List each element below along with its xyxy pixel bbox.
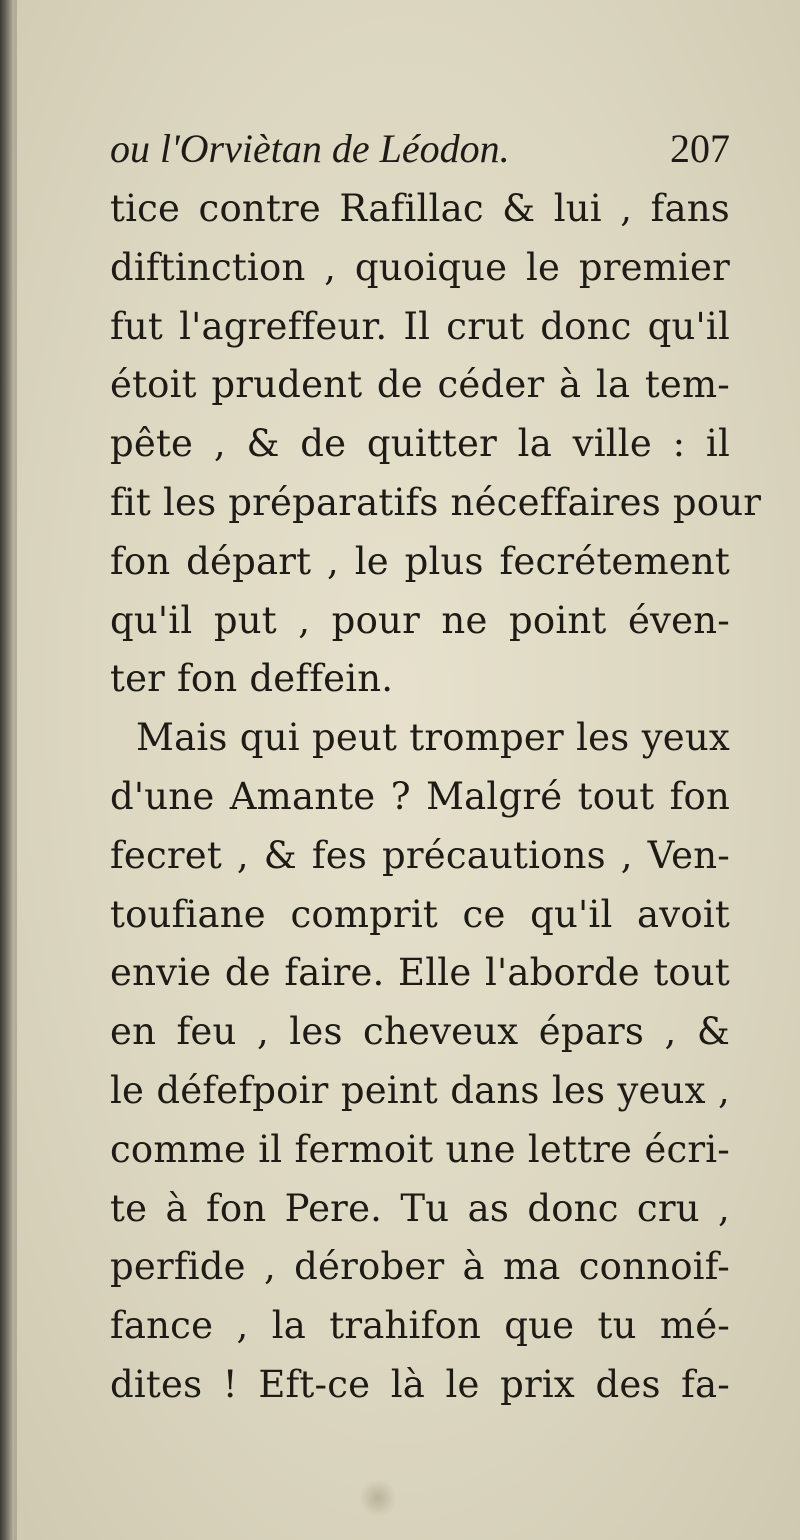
text-line: comme il fermoit une lettre écri- (110, 1127, 730, 1171)
text-line: fit les préparatifs néceffaires pour (110, 480, 762, 524)
text-line: d'une Amante ? Malgré tout fon (110, 774, 730, 818)
running-head-title: ou l'Orviètan de Léodon. (110, 126, 510, 171)
text-line: diftinction , quoique le premier (110, 245, 730, 289)
text-line: Mais qui peut tromper les yeux (136, 716, 730, 760)
text-line: envie de faire. Elle l'aborde tout (110, 951, 730, 995)
text-line: le défefpoir peint dans les yeux , (110, 1068, 730, 1112)
text-line: fecret , & fes précautions , Ven- (110, 833, 730, 877)
page-number: 207 (670, 126, 730, 171)
text-line: en feu , les cheveux épars , & (110, 1010, 730, 1054)
text-line: tice contre Rafillac & lui , fans (110, 187, 730, 230)
text-line: dites ! Eft-ce là le prix des fa- (110, 1362, 730, 1406)
text-line: fance , la trahifon que tu mé- (110, 1304, 730, 1348)
text-line: pête , & de quitter la ville : il (110, 422, 730, 466)
text-line: étoit prudent de céder à la tem- (110, 363, 730, 407)
gutter-edge (14, 0, 17, 1540)
paragraph-2 (110, 709, 730, 1415)
text-line: ter fon deffein. (110, 657, 394, 701)
paper-stain (360, 1478, 396, 1518)
page-gutter (0, 0, 14, 1540)
running-head (110, 118, 730, 180)
text-line: fut l'agreffeur. Il crut donc qu'il (110, 304, 730, 348)
text-line: te à fon Pere. Tu as donc cru , (110, 1186, 730, 1230)
text-line: qu'il put , pour ne point éven- (110, 598, 730, 642)
text-line: fon départ , le plus fecrétement (110, 539, 730, 583)
text-line: perfide , dérober à ma connoif- (110, 1245, 730, 1289)
text-block (110, 118, 762, 1415)
paragraph-1 (110, 180, 762, 709)
text-line: toufiane comprit ce qu'il avoit (110, 892, 730, 936)
